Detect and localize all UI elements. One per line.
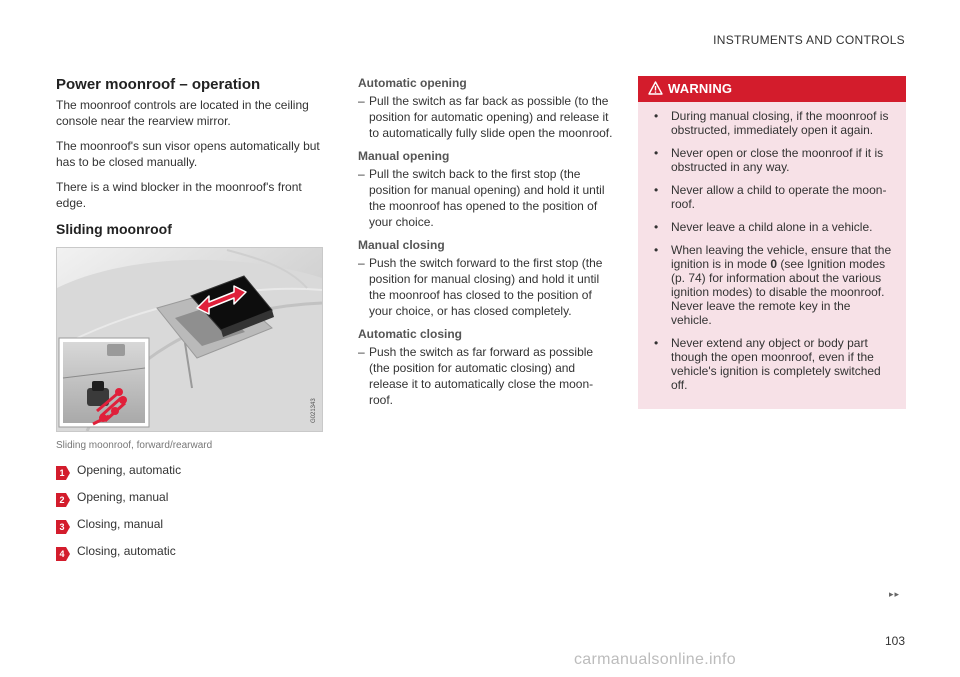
callout-number-3: 3 bbox=[56, 520, 70, 534]
warning-list bbox=[652, 109, 894, 392]
automatic-closing-heading: Automatic closing bbox=[358, 327, 463, 341]
warning-item bbox=[652, 243, 894, 327]
warning-item: • Never allow a child to operate the moon-roof. bbox=[652, 183, 894, 211]
intro-paragraph-1: The moonroof controls are located in the ceiling console near the rearview mirror. bbox=[56, 98, 309, 128]
page-number: 103 bbox=[884, 634, 905, 648]
warning-item-text: When leaving the vehicle, ensure that the ignition is in mode bbox=[671, 243, 892, 271]
warning-item: • During manual closing, if the moonroof is obstructed, immediately open it again. bbox=[652, 109, 894, 137]
warning-triangle-icon bbox=[648, 81, 663, 95]
intro-paragraph-2: The moonroof's sun visor opens automatically but has to be closed manually. bbox=[56, 139, 320, 169]
legend-list bbox=[56, 463, 321, 571]
legend-item bbox=[56, 463, 321, 490]
warning-item-text: (see Ignition modes (p. 74) for information about the various ignition modes) to disable the moonroof. Never leave the remote key in the vehicle. bbox=[671, 257, 886, 327]
legend-label: Opening, manual bbox=[77, 490, 169, 504]
legend-label: Opening, automatic bbox=[77, 463, 182, 477]
automatic-opening-heading: Automatic opening bbox=[358, 76, 467, 90]
watermark: carmanualsonline.info bbox=[574, 651, 736, 668]
next-page-arrows-icon: ▸▸ bbox=[888, 589, 900, 599]
legend-label: Closing, automatic bbox=[77, 544, 176, 558]
legend-item bbox=[56, 490, 321, 517]
section-header: INSTRUMENTS AND CONTROLS bbox=[713, 33, 905, 47]
figure-code: G021343 bbox=[311, 398, 317, 423]
intro-paragraph-3: There is a wind blocker in the moonroof's front edge. bbox=[56, 180, 302, 210]
warning-body bbox=[638, 102, 906, 409]
manual-closing-text: – Push the switch forward to the first stop (the position for manual closing) and hold it until the moonroof has closed to the position of your choice, or has closed completely. bbox=[358, 255, 616, 319]
warning-box bbox=[638, 76, 906, 409]
callout-number-2: 2 bbox=[56, 493, 70, 507]
ignition-mode-value: 0 bbox=[770, 257, 778, 271]
legend-item bbox=[56, 544, 321, 571]
left-column bbox=[56, 76, 321, 571]
switch-inset bbox=[59, 338, 149, 427]
legend-item bbox=[56, 517, 321, 544]
page-title: Power moonroof – operation bbox=[56, 76, 261, 93]
warning-title: WARNING bbox=[668, 81, 733, 96]
manual-closing-heading: Manual closing bbox=[358, 238, 445, 252]
warning-item: • Never open or close the moonroof if it is obstructed in any way. bbox=[652, 146, 894, 174]
sliding-moonroof-heading: Sliding moonroof bbox=[56, 221, 172, 237]
figure-caption: Sliding moonroof, forward/rearward bbox=[56, 440, 213, 451]
warning-item: • Never extend any object or body part though the open moonroof, even if the vehicle's ignition is completely switched off. bbox=[652, 336, 894, 392]
moonroof-illustration bbox=[56, 247, 323, 432]
callout-number-1: 1 bbox=[56, 466, 70, 480]
manual-opening-text: – Pull the switch back to the first stop (the position for manual opening) and hold it until the moonroof has opened to the position of your choice. bbox=[358, 166, 616, 230]
manual-opening-heading: Manual opening bbox=[358, 149, 450, 163]
automatic-opening-text: – Pull the switch as far back as possible (to the position for automatic opening) and release it to automatically fully slide open the moonroof. bbox=[358, 93, 616, 141]
warning-item: • Never leave a child alone in a vehicle. bbox=[652, 220, 894, 234]
automatic-closing-text: – Push the switch as far forward as possible (the position for automatic closing) and release it to automatically close the moon-roof. bbox=[358, 344, 616, 408]
legend-label: Closing, manual bbox=[77, 517, 164, 531]
middle-column bbox=[358, 76, 616, 416]
warning-header bbox=[638, 76, 906, 102]
callout-number-4: 4 bbox=[56, 547, 70, 561]
